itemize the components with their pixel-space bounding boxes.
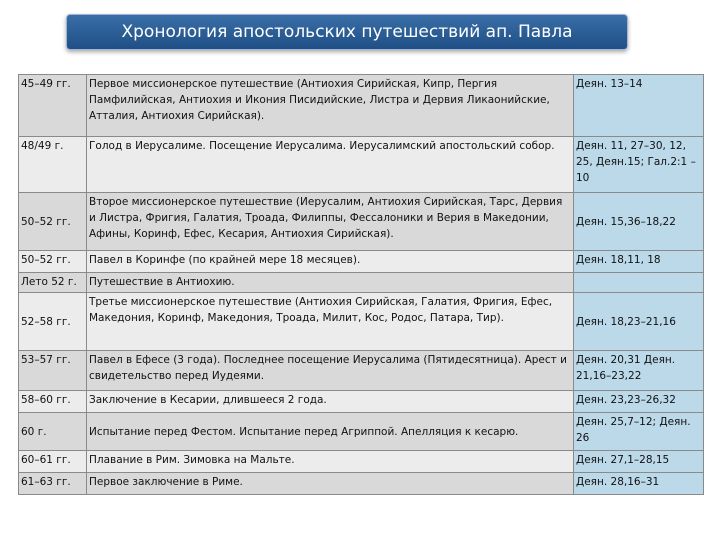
reference-cell: Деян. 11, 27–30, 12, 25, Деян.15; Гал.2:1 –10 (574, 137, 704, 193)
table-row (19, 293, 704, 351)
chronology-table (18, 74, 704, 495)
date-cell: 48/49 г. (19, 137, 87, 193)
date-cell: 52–58 гг. (19, 293, 87, 351)
table-row (19, 391, 704, 413)
reference-cell: Деян. 20,31 Деян. 21,16–23,22 (574, 351, 704, 391)
table-row (19, 351, 704, 391)
table-row (19, 251, 704, 273)
date-cell: 61–63 гг. (19, 473, 87, 495)
event-cell: Первое миссионерское путешествие (Антиохия Сирийская, Кипр, Пергия Памфилийская, Антиохия и Икония Писидийские, Листра и Дервия Ликаонийские, Атталия, Антиохия Сирийская). (87, 75, 574, 137)
table-row (19, 75, 704, 137)
event-cell: Заключение в Кесарии, длившееся 2 года. (87, 391, 574, 413)
date-cell: 50–52 гг. (19, 193, 87, 251)
date-cell: 53–57 гг. (19, 351, 87, 391)
reference-cell: Деян. 15,36–18,22 (574, 193, 704, 251)
page-title: Хронология апостольских путешествий ап. Павла (66, 14, 628, 50)
table-row (19, 413, 704, 451)
reference-cell: Деян. 25,7–12; Деян. 26 (574, 413, 704, 451)
reference-cell: Деян. 18,11, 18 (574, 251, 704, 273)
table-row (19, 137, 704, 193)
table-row (19, 473, 704, 495)
reference-cell: Деян. 18,23–21,16 (574, 293, 704, 351)
date-cell: Лето 52 г. (19, 273, 87, 293)
table-row (19, 273, 704, 293)
date-cell: 60–61 гг. (19, 451, 87, 473)
reference-cell: Деян. 23,23–26,32 (574, 391, 704, 413)
reference-cell: Деян. 28,16–31 (574, 473, 704, 495)
reference-cell (574, 273, 704, 293)
table-row (19, 451, 704, 473)
date-cell: 50–52 гг. (19, 251, 87, 273)
event-cell: Испытание перед Фестом. Испытание перед Агриппой. Апелляция к кесарю. (87, 413, 574, 451)
date-cell: 45–49 гг. (19, 75, 87, 137)
event-cell: Плавание в Рим. Зимовка на Мальте. (87, 451, 574, 473)
event-cell: Павел в Коринфе (по крайней мере 18 месяцев). (87, 251, 574, 273)
event-cell: Третье миссионерское путешествие (Антиохия Сирийская, Галатия, Фригия, Ефес, Македония, Коринф, Македония, Троада, Милит, Кос, Родос, Патара, Тир). (87, 293, 574, 351)
event-cell: Первое заключение в Риме. (87, 473, 574, 495)
event-cell: Голод в Иерусалиме. Посещение Иерусалима. Иерусалимский апостольский собор. (87, 137, 574, 193)
date-cell: 58–60 гг. (19, 391, 87, 413)
event-cell: Павел в Ефесе (3 года). Последнее посещение Иерусалима (Пятидесятница). Арест и свидетельство перед Иудеями. (87, 351, 574, 391)
table-row (19, 193, 704, 251)
reference-cell: Деян. 13–14 (574, 75, 704, 137)
reference-cell: Деян. 27,1–28,15 (574, 451, 704, 473)
event-cell: Путешествие в Антиохию. (87, 273, 574, 293)
event-cell: Второе миссионерское путешествие (Иерусалим, Антиохия Сирийская, Тарс, Дервия и Листра, Фригия, Галатия, Троада, Филиппы, Фессалоники и Верия в Македонии, Афины, Коринф, Ефес, Кесария, Антиохия Сирийская). (87, 193, 574, 251)
date-cell: 60 г. (19, 413, 87, 451)
